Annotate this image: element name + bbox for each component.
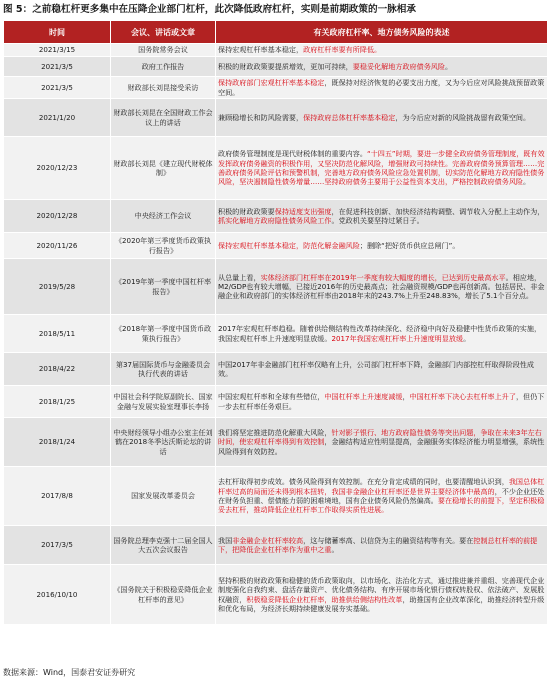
row-statement [216, 233, 548, 259]
highlighted-text: 我国总体杠杆率过高的局面还未得到根本扭转，我国非金融企业杠杆率还是世界主要经济体中最高的 [218, 477, 545, 496]
row-date: 2021/1/20 [4, 99, 111, 137]
highlighted-text: 要在稳增长的前提下，坚定积极稳妥去杠杆，推动降低企业杠杆率工作取得实质性进展。 [218, 496, 545, 515]
row-statement [216, 77, 548, 99]
statement-text: 。 [445, 61, 453, 71]
highlighted-text: “十四五”时期，要进一步健全政府债务管理制度，既有效发挥政府债务融资的积极作用，又坚决防范化解风险，增强财政可持续性。完善政府债务预算管理……完善政府债务风险评估和预警机制，完善地方政府债务风险应急处置机制，切实防范化解地方政府隐性债务风险，坚决遏制隐性债务增量……坚持政府债务主要用于公益性资本支出，严格控制政府债务风险 [218, 149, 545, 187]
row-statement [216, 565, 548, 625]
statement-text: ， [402, 392, 410, 402]
figure-title: 图 5：之前稳杠杆更多集中在压降企业部门杠杆，此次降低政府杠杆，实则是前期政策的一脉相承 [3, 4, 416, 15]
statement-text: 。 [331, 545, 339, 554]
highlighted-text: 实体经济部门杠杆率在2019年一季度有较大幅度的增长，已达到历史最高水平 [260, 272, 506, 282]
statement-text: 我们将坚定推进防范化解重大风险， [218, 428, 332, 438]
statement-text: ，这与储蓄率高、以信贷为主的融资结构等有关。要在 [303, 535, 474, 545]
header-statement: 有关政府杠杆率、地方债务风险的表述 [216, 21, 548, 44]
highlighted-text: 要稳妥化解地方政府债务风险 [352, 61, 445, 71]
row-meeting: 中央经济工作会议 [111, 200, 216, 233]
statement-text: 从总量上看， [218, 272, 261, 282]
highlighted-text: 控制总杠杆率的前提下，把降低企业杠杆率作为重中之重 [218, 535, 538, 554]
row-meeting: 中央财经领导小组办公室主任刘鹤在2018冬季达沃斯论坛的讲话 [111, 418, 216, 467]
statement-text: 。 [523, 177, 531, 187]
row-date: 2018/5/11 [4, 315, 111, 353]
source-note: 数据来源：Wind，国泰君安证券研究 [3, 668, 136, 677]
row-meeting: 《2019年第一季度中国杠杆率报告》 [111, 259, 216, 315]
table-row [4, 526, 548, 565]
statement-text: ，助推国有企业改革深化，助推经济转型升级和优化布局，为经济长期持续健康发展夯实基础。 [218, 594, 545, 613]
table-row [4, 44, 548, 57]
statement-text: ；删除“把好货币供应总闸门”。 [359, 240, 460, 250]
table-row [4, 200, 548, 233]
highlighted-text: 保持政府总体杠杆率基本稳定 [303, 112, 396, 122]
table-row [4, 418, 548, 467]
highlighted-text: 保持政府部门宏观杠杆率基本稳定 [218, 78, 325, 88]
row-meeting: 《2018年第一季度中国货币政策执行报告》 [111, 315, 216, 353]
row-meeting: 第37届国际货币与金融委员会执行代表的讲话 [111, 353, 216, 386]
row-date: 2018/1/25 [4, 386, 111, 418]
row-date: 2018/4/22 [4, 353, 111, 386]
statement-text: 积极的财政政策要 [218, 206, 275, 216]
table-row [4, 77, 548, 99]
table-row [4, 259, 548, 315]
highlighted-text: 中国杠杆率上升速度减缓 [324, 392, 403, 402]
highlighted-text: 保持适度支出强度 [274, 206, 332, 216]
row-meeting: 财政部长刘昆《建立现代财税体制》 [111, 137, 216, 200]
highlighted-text: 抓实化解地方政府隐性债务风险工作 [218, 216, 332, 225]
row-statement [216, 137, 548, 200]
table-row [4, 137, 548, 200]
statement-text: 。党政机关要坚持过紧日子。 [331, 216, 424, 225]
statement-text: ，在促进科技创新、加快经济结构调整、调节收入分配上主动作为， [331, 206, 545, 216]
statement-text: ，既保持对经济恢复的必要支出力度，又为今后应对风险挑战预留政策空间。 [218, 78, 545, 97]
row-meeting: 财政部长刘昆在全国财政工作会议上的讲话 [111, 99, 216, 137]
row-meeting: 中国社会科学院原副院长、国家金融与发展实验室理事长李扬 [111, 386, 216, 418]
row-statement [216, 526, 548, 565]
statement-text: 。 [463, 333, 471, 343]
row-meeting: 国务院总理李克强十二届全国人大五次会议报告 [111, 526, 216, 565]
statement-text: ，但仍下一步去杠杆率任务艰巨。 [218, 392, 545, 411]
statement-text: ，不少企业还处在财务负担重、偿债能力弱的困难境地，国有企业债务风险仍然偏高。 [218, 486, 545, 505]
statement-text: 我国 [218, 535, 233, 545]
row-date: 2017/8/8 [4, 467, 111, 526]
row-statement [216, 99, 548, 137]
table-row [4, 99, 548, 137]
table-body [4, 44, 548, 625]
statement-text: 坚持积极的财政政策和稳健的货币政策取向，以市场化、法治化方式，通过推进兼并重组、完善现代企业制度强化自我约束、盘活存量资产、优化债务结构、有序开展市场化银行债权转股权、依法破产、发展股权融资， [218, 575, 545, 604]
highlighted-text: 针对影子银行、地方政府隐性债务等突出问题，争取在未来3年左右时间，使宏观杠杆率得到有效控制 [218, 428, 542, 447]
table-row [4, 386, 548, 418]
row-date: 2020/12/28 [4, 200, 111, 233]
table-row [4, 57, 548, 77]
statement-text: ，为今后应对新的风险挑战留有政策空间。 [395, 112, 531, 122]
statement-text: 中国宏观杠杆率和全球有些错位， [218, 392, 325, 402]
statement-text: 去杠杆取得初步成效。债务风险得到有效控制。在充分肯定成绩的同时，也要清醒地认识到， [218, 477, 509, 487]
row-date: 2018/1/24 [4, 418, 111, 467]
statement-text: 。相应地，M2/GDP也有较大增幅，已接近2016年的历史最高点；社会融资规模/GDP也再创新高。包括居民、非金融企业和政府部门的实体经济杠杆率由2018年末的243.7%上升至248.83%，增长了5.1个百分点。 [218, 272, 545, 301]
row-statement [216, 386, 548, 418]
row-meeting: 《2020年第三季度货币政策执行报告》 [111, 233, 216, 259]
row-statement [216, 200, 548, 233]
table-row [4, 565, 548, 625]
policy-table [3, 20, 548, 625]
statement-text: 兼顾稳增长和防风险需要， [218, 112, 304, 122]
row-date: 2017/3/5 [4, 526, 111, 565]
row-statement [216, 315, 548, 353]
row-statement [216, 467, 548, 526]
header-date: 时间 [4, 21, 111, 44]
row-meeting: 财政部长刘昆接受采访 [111, 77, 216, 99]
row-statement [216, 259, 548, 315]
highlighted-text: 政府杠杆率要有所降低。 [303, 45, 382, 55]
row-date: 2016/10/10 [4, 565, 111, 625]
table-row [4, 315, 548, 353]
row-date: 2021/3/15 [4, 44, 111, 57]
table-row [4, 467, 548, 526]
row-statement [216, 353, 548, 386]
highlighted-text: 积极稳妥降低企业杠杆率，助推供给侧结构性改革 [246, 594, 403, 604]
highlighted-text: 非金融企业杠杆率较高 [232, 535, 304, 545]
row-meeting: 政府工作报告 [111, 57, 216, 77]
row-statement [216, 44, 548, 57]
highlighted-text: 中国杠杆率下决心去杠杆率上升了 [409, 392, 516, 402]
row-date: 2020/11/26 [4, 233, 111, 259]
row-date: 2020/12/23 [4, 137, 111, 200]
statement-text: 中国2017年非金融部门杠杆率仅略有上升，公司部门杠杆率下降，金融部门内部控杠杆取得阶段性成效。 [218, 359, 534, 378]
row-date: 2019/5/28 [4, 259, 111, 315]
table-row [4, 353, 548, 386]
statement-text: 积极的财政政策要提质增效，更加可持续， [218, 61, 353, 71]
header-meeting: 会议、讲话或文章 [111, 21, 216, 44]
table-header-row [4, 21, 548, 44]
statement-text: 政府债务管理制度是现代财税体制的重要内容。 [218, 149, 367, 159]
row-date: 2021/3/5 [4, 57, 111, 77]
row-statement [216, 57, 548, 77]
statement-text: 2017年宏观杠杆率趋稳。随着供给侧结构性改革持续深化、经济稳中向好及稳健中性货币政策的实施，我国宏观杠杆率上升速度明显放缓。 [218, 324, 542, 343]
table-row [4, 233, 548, 259]
row-date: 2021/3/5 [4, 77, 111, 99]
row-meeting: 《国务院关于积极稳妥降低企业杠杆率的意见》 [111, 565, 216, 625]
highlighted-text: 2017年我国宏观杠杆率上升速度明显放缓 [331, 333, 464, 343]
row-meeting: 国家发展改革委员会 [111, 467, 216, 526]
row-meeting: 国务院常务会议 [111, 44, 216, 57]
highlighted-text: 保持宏观杠杆率基本稳定，防范化解金融风险 [218, 240, 360, 250]
row-statement [216, 418, 548, 467]
statement-text: 保持宏观杠杆率基本稳定， [218, 45, 304, 55]
statement-text: ，金融结构适应性明显提高，金融服务实体经济能力明显增强，系统性风险得到有效防控。 [218, 437, 545, 456]
